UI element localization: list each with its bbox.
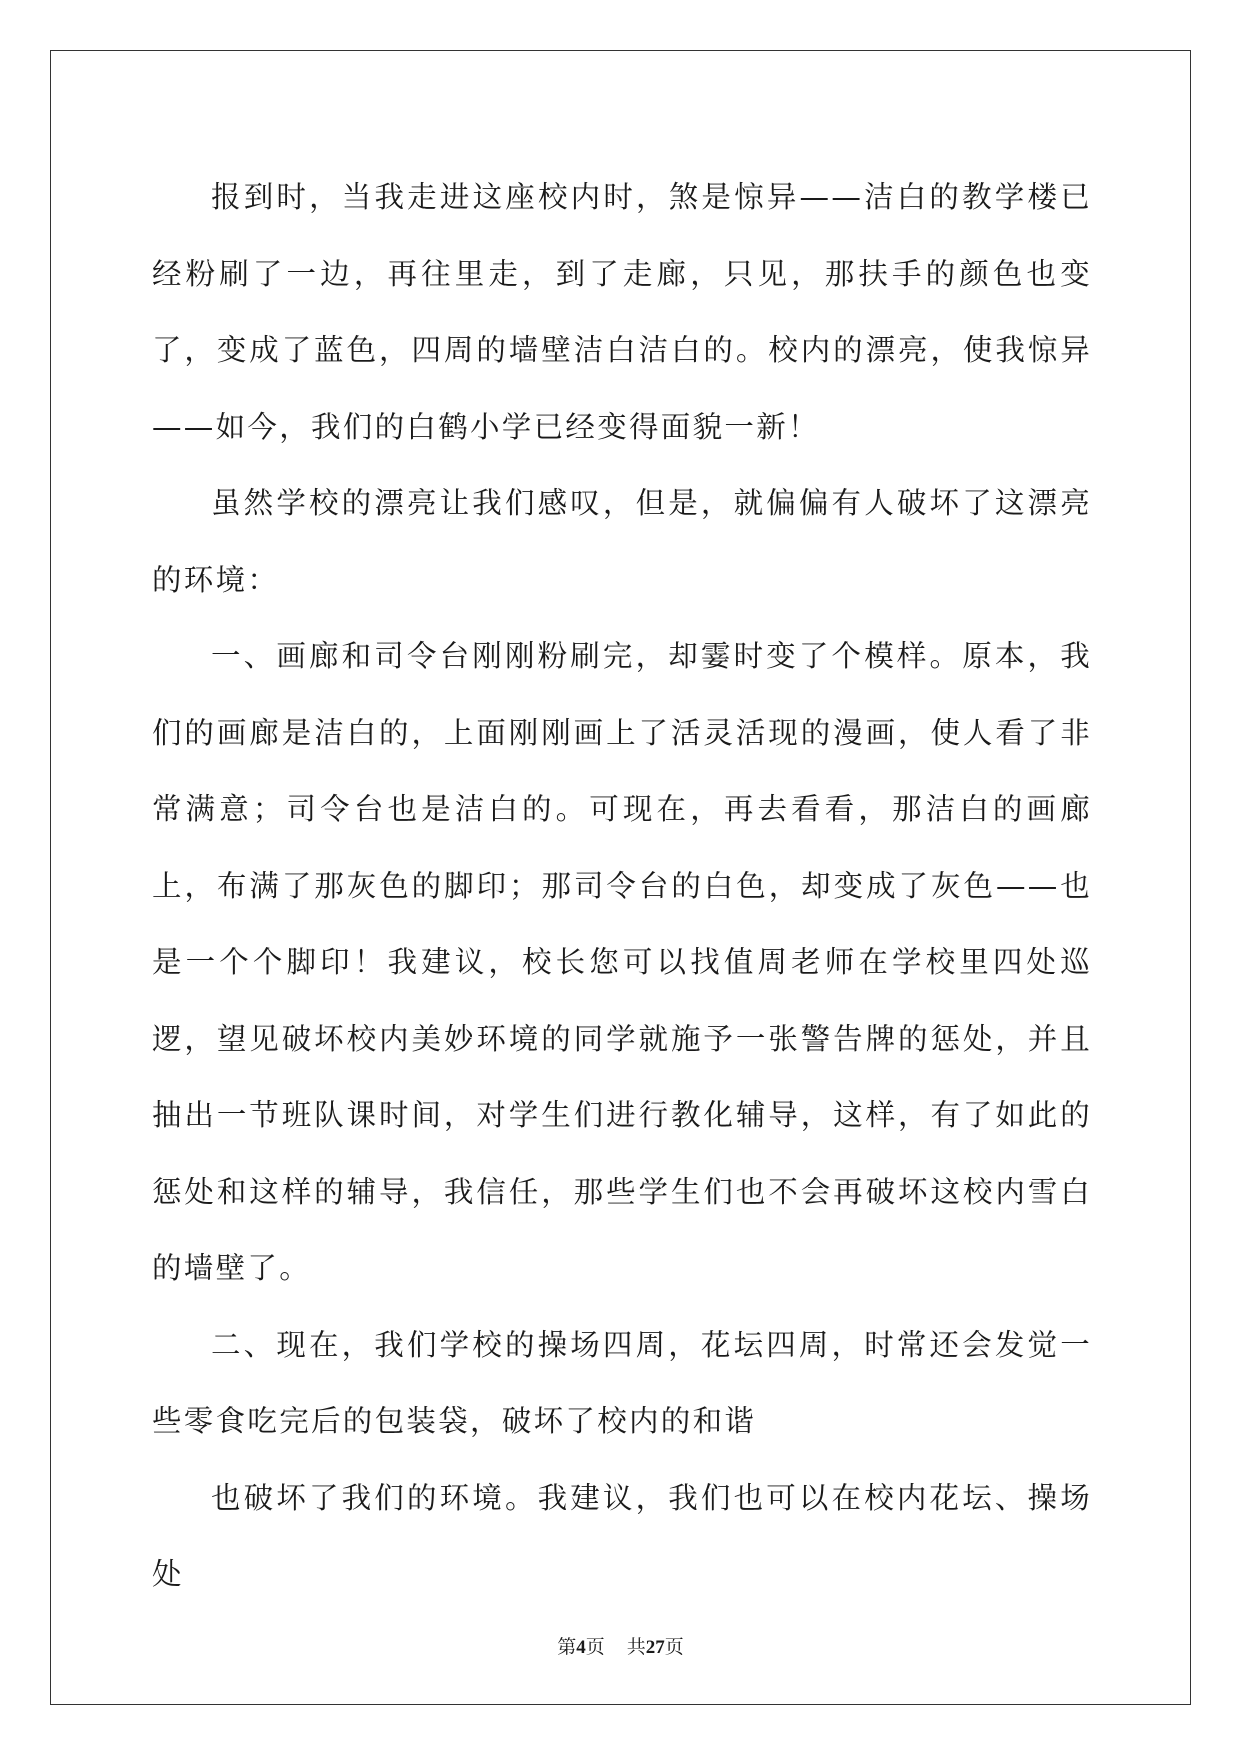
paragraph-1: 报到时，当我走进这座校内时，煞是惊异——洁白的教学楼已经粉刷了一边，再往里走，到了走廊，只见，那扶手的颜色也变了，变成了蓝色，四周的墙壁洁白洁白的。校内的漂亮，使我惊异——如今，我们的白鹤小学已经变得面貌一新！ — [152, 180, 1092, 444]
total-pages: 27 — [645, 1637, 665, 1658]
paragraph-2: 虽然学校的漂亮让我们感叹，但是，就偏偏有人破坏了这漂亮的环境： — [152, 486, 1092, 597]
paragraph-5: 也破坏了我们的环境。我建议，我们也可以在校内花坛、操场处 — [152, 1480, 1092, 1591]
total-suffix: 页 — [664, 1637, 684, 1658]
page-suffix: 页 — [585, 1637, 605, 1658]
page-prefix: 第 — [557, 1637, 577, 1658]
page-number: 4 — [576, 1637, 586, 1658]
document-body — [152, 159, 1092, 1613]
page-footer — [0, 1632, 1241, 1659]
total-prefix: 共 — [626, 1637, 646, 1658]
paragraph-3: 一、画廊和司令台刚刚粉刷完，却霎时变了个模样。原本，我们的画廊是洁白的，上面刚刚画上了活灵活现的漫画，使人看了非常满意；司令台也是洁白的。可现在，再去看看，那洁白的画廊上，布满了那灰色的脚印；那司令台的白色，却变成了灰色——也是一个个脚印！我建议，校长您可以找值周老师在学校里四处巡逻，望见破坏校内美妙环境的同学就施予一张警告牌的惩处，并且抽出一节班队课时间，对学生们进行教化辅导，这样，有了如此的惩处和这样的辅导，我信任，那些学生们也不会再破坏这校内雪白的墙壁了。 — [152, 639, 1092, 1285]
paragraph-4: 二、现在，我们学校的操场四周，花坛四周，时常还会发觉一些零食吃完后的包装袋，破坏了校内的和谐 — [152, 1327, 1092, 1438]
